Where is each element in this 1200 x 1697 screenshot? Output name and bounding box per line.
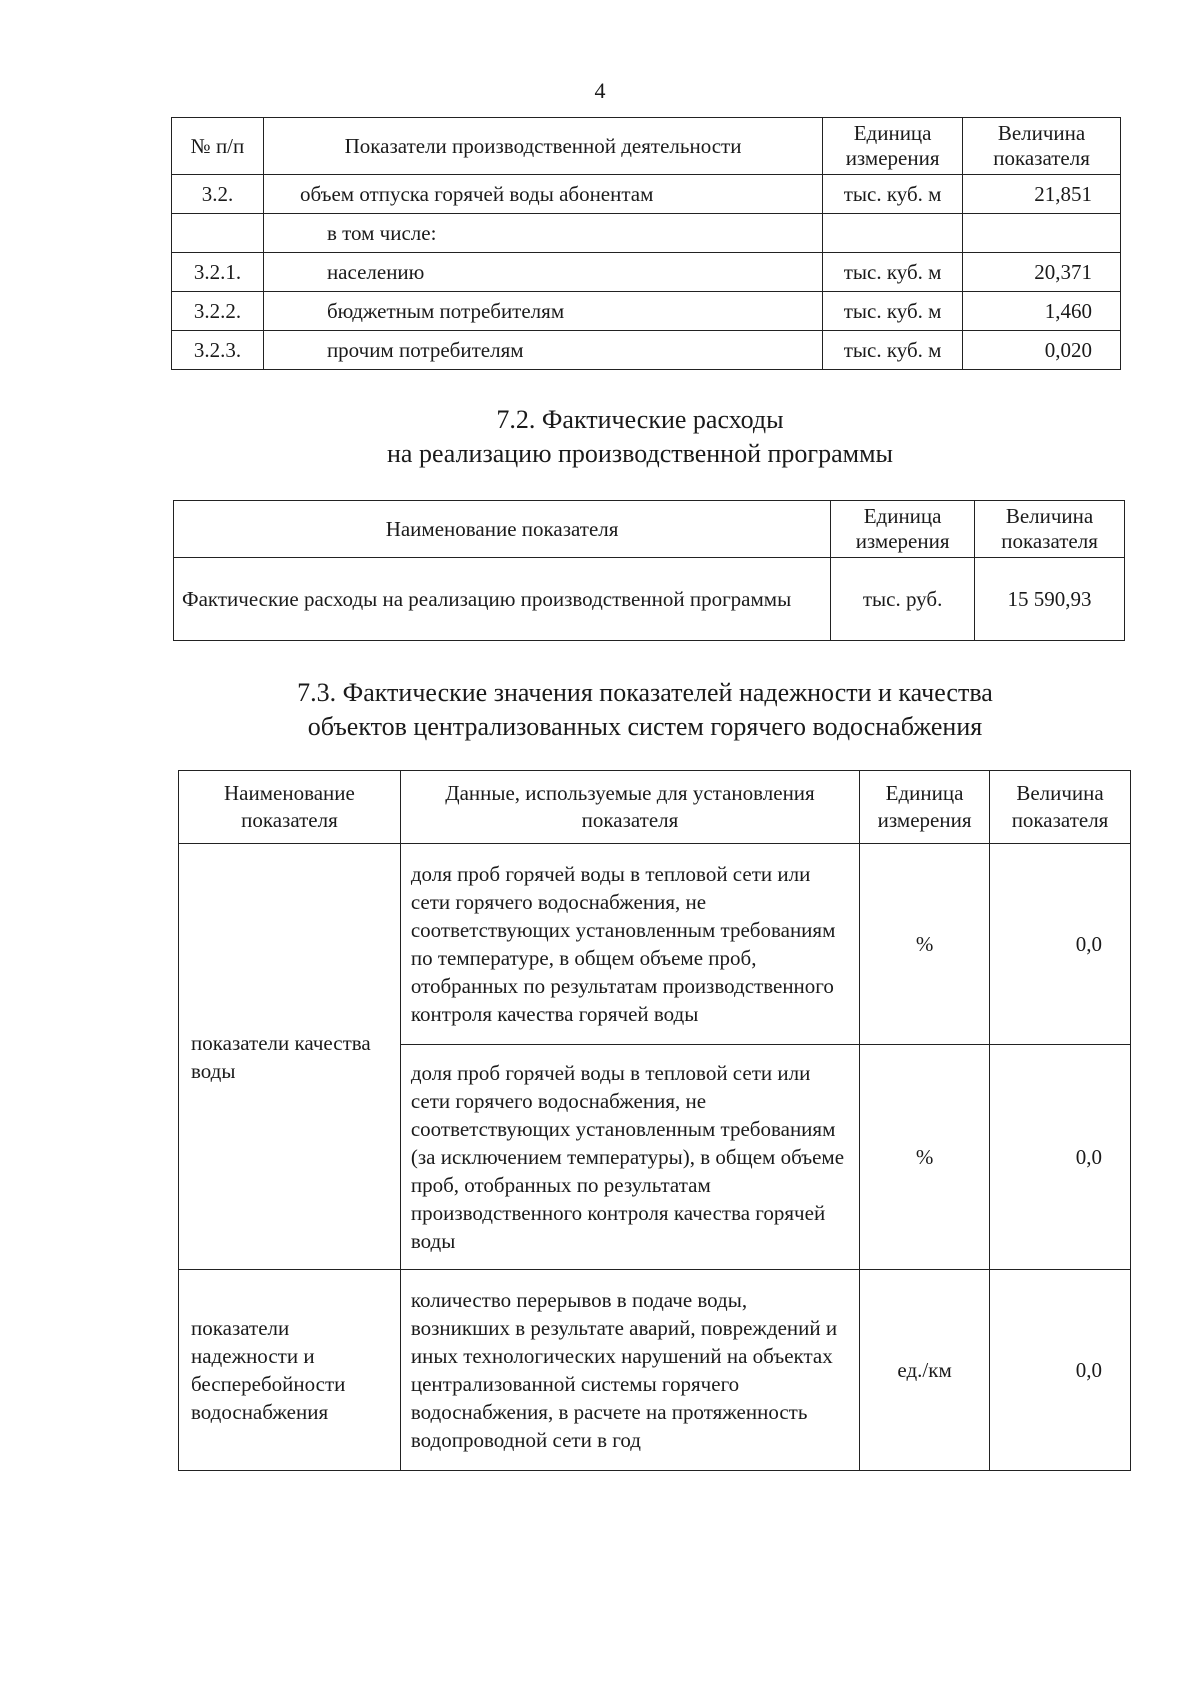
- table-row: [172, 253, 1121, 292]
- group-name-reliability: показатели надежности и бесперебойности водоснабжения: [179, 1270, 401, 1471]
- header-unit: Единица измерения: [860, 771, 990, 844]
- header-number: № п/п: [172, 118, 264, 175]
- row-name: в том числе:: [263, 214, 822, 253]
- header-indicator-name: Наименование показателя: [174, 501, 831, 558]
- table-row: [179, 844, 1131, 1045]
- header-indicator: Показатели производственной деятельности: [263, 118, 822, 175]
- row-unit: [823, 214, 963, 253]
- header-indicator-name: Наименование показателя: [179, 771, 401, 844]
- row-value: 0,0: [990, 844, 1131, 1045]
- row-data: доля проб горячей воды в тепловой сети или сети горячего водоснабжения, не соответствующих установленным требованиям по температуре, в общем объеме проб, отобранных по результатам производственного контроля качества горячей воды: [400, 844, 859, 1045]
- reliability-quality-table: [178, 770, 1131, 1471]
- table-row: [172, 175, 1121, 214]
- header-unit: Единица измерения: [823, 118, 963, 175]
- row-unit: тыс. куб. м: [823, 253, 963, 292]
- row-unit: тыс. куб. м: [823, 292, 963, 331]
- row-value: 0,0: [990, 1270, 1131, 1471]
- row-name: Фактические расходы на реализацию производственной программы: [174, 558, 831, 641]
- row-value: 21,851: [963, 175, 1121, 214]
- row-unit: ед./км: [860, 1270, 990, 1471]
- section-title-line: 7.3. Фактические значения показателей надежности и качества: [297, 678, 993, 707]
- table-header-row: [174, 501, 1125, 558]
- section-title-line: 7.2. Фактические расходы: [496, 405, 784, 434]
- row-name: прочим потребителям: [263, 331, 822, 370]
- row-unit: %: [860, 1045, 990, 1270]
- table-row: [172, 214, 1121, 253]
- row-name: бюджетным потребителям: [263, 292, 822, 331]
- row-value: 20,371: [963, 253, 1121, 292]
- header-value: Величина показателя: [963, 118, 1121, 175]
- production-indicators-table: [171, 117, 1121, 370]
- table-row: [174, 558, 1125, 641]
- row-value: 15 590,93: [975, 558, 1125, 641]
- row-name: объем отпуска горячей воды абонентам: [263, 175, 822, 214]
- group-name-water-quality: показатели качества воды: [179, 844, 401, 1270]
- row-value: 0,0: [990, 1045, 1131, 1270]
- table-row: [172, 292, 1121, 331]
- page-number: 4: [594, 78, 606, 103]
- row-value: [963, 214, 1121, 253]
- table-row: [172, 331, 1121, 370]
- row-number: 3.2.: [172, 175, 264, 214]
- row-number: [172, 214, 264, 253]
- row-unit: %: [860, 844, 990, 1045]
- row-unit: тыс. руб.: [831, 558, 975, 641]
- row-value: 1,460: [963, 292, 1121, 331]
- header-value: Величина показателя: [990, 771, 1131, 844]
- section-title-line: объектов централизованных систем горячего водоснабжения: [307, 712, 983, 741]
- row-number: 3.2.2.: [172, 292, 264, 331]
- table-header-row: [179, 771, 1131, 844]
- section-title-7-3: [45, 676, 1200, 744]
- table-header-row: [172, 118, 1121, 175]
- row-data: доля проб горячей воды в тепловой сети или сети горячего водоснабжения, не соответствующих установленным требованиям (за исключением температуры), в общем объеме проб, отобранных по результатам производственного контроля качества горячей воды: [400, 1045, 859, 1270]
- header-unit: Единица измерения: [831, 501, 975, 558]
- table-row: [179, 1270, 1131, 1471]
- section-title-line: на реализацию производственной программы: [386, 439, 893, 468]
- row-number: 3.2.3.: [172, 331, 264, 370]
- row-number: 3.2.1.: [172, 253, 264, 292]
- row-name: населению: [263, 253, 822, 292]
- row-value: 0,020: [963, 331, 1121, 370]
- expenses-table: [173, 500, 1125, 641]
- header-value: Величина показателя: [975, 501, 1125, 558]
- section-title-7-2: [40, 403, 1200, 471]
- row-unit: тыс. куб. м: [823, 175, 963, 214]
- row-data: количество перерывов в подаче воды, возникших в результате аварий, повреждений и иных технологических нарушений на объектах централизованной системы горячего водоснабжения, в расчете на протяженность водопроводной сети в год: [400, 1270, 859, 1471]
- header-data: Данные, используемые для установления показателя: [400, 771, 859, 844]
- row-unit: тыс. куб. м: [823, 331, 963, 370]
